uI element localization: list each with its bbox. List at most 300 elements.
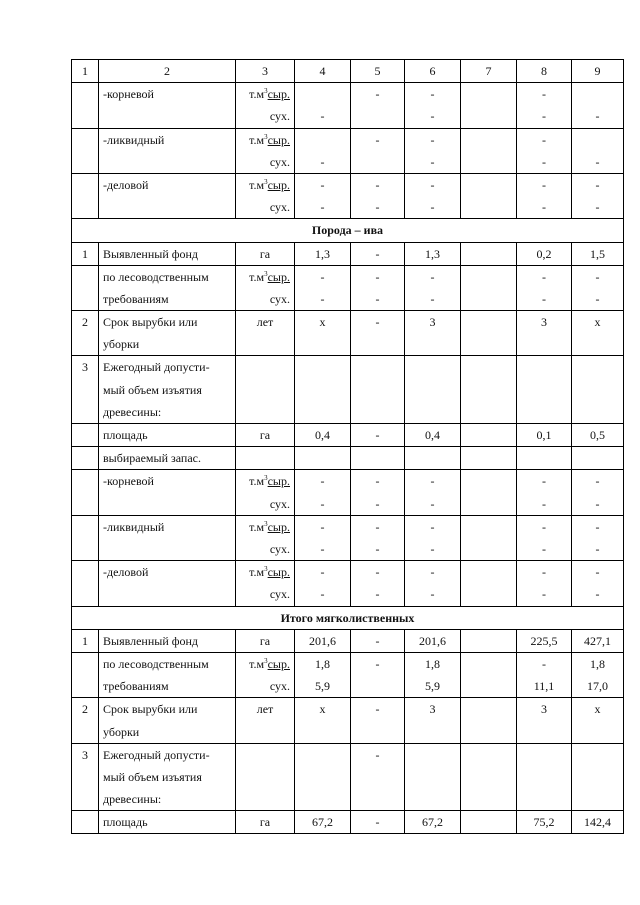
value-dry: - xyxy=(375,496,380,511)
value-raw: - xyxy=(430,132,435,147)
value-dry: - xyxy=(320,587,325,602)
value-raw: - xyxy=(595,474,600,489)
value-cell: 201,6 xyxy=(295,629,351,652)
value-cell xyxy=(295,561,351,606)
unit-cell: га xyxy=(236,811,295,834)
indicator-name-line xyxy=(103,538,231,560)
indicator-name-line: выбираемый запас. xyxy=(103,451,201,466)
value-dry: 17,0 xyxy=(587,679,608,694)
value-cell xyxy=(572,447,624,470)
value-raw xyxy=(465,266,512,288)
unit-exponent: 3 xyxy=(264,269,268,278)
table-row xyxy=(72,561,624,606)
table-row xyxy=(72,83,624,128)
value-raw: 1,8 xyxy=(590,656,605,671)
unit-main: т.м xyxy=(249,269,265,284)
value-cell xyxy=(572,743,624,811)
value-cell xyxy=(461,311,517,356)
value-dry: - xyxy=(595,587,600,602)
indicator-name-line xyxy=(103,583,231,605)
unit-cell: лет xyxy=(236,698,295,743)
value-cell xyxy=(517,128,572,173)
value-raw xyxy=(465,516,512,538)
unit-main: т.м xyxy=(249,519,265,534)
value-cell xyxy=(461,424,517,447)
value-raw: - xyxy=(542,87,546,102)
value-raw: - xyxy=(430,519,435,534)
indicator-name-line: -деловой xyxy=(103,565,149,580)
value-cell: - xyxy=(351,629,405,652)
value-cell xyxy=(405,470,461,515)
value-cell: 0,4 xyxy=(405,424,461,447)
table-row xyxy=(72,447,624,470)
unit-line-raw xyxy=(240,174,290,196)
value-cell xyxy=(405,128,461,173)
value-cell xyxy=(295,447,351,470)
volume-unit-cell xyxy=(236,83,295,128)
value-cell xyxy=(351,652,405,697)
indicator-name-cell xyxy=(99,561,236,606)
table-row xyxy=(72,629,624,652)
value-cell xyxy=(461,265,517,310)
forest-fund-table-page xyxy=(71,59,623,834)
unit-exponent: 3 xyxy=(264,565,268,574)
value-cell: 1,3 xyxy=(405,242,461,265)
col-header-8: 8 xyxy=(517,60,572,83)
unit-cell: лет xyxy=(236,311,295,356)
value-raw: - xyxy=(542,565,546,580)
value-dry: - xyxy=(375,291,380,306)
value-dry xyxy=(465,196,512,218)
value-raw: - xyxy=(430,474,435,489)
value-dry: - xyxy=(542,496,546,511)
indicator-name-line: Выявленный фонд xyxy=(103,246,199,261)
col-header-2: 2 xyxy=(99,60,236,83)
col-header-7: 7 xyxy=(461,60,517,83)
value-cell xyxy=(295,515,351,560)
indicator-name-cell xyxy=(99,698,236,743)
value-raw: - xyxy=(320,269,325,284)
row-number-cell xyxy=(72,561,99,606)
value-dry: - xyxy=(320,154,325,169)
value-cell: 67,2 xyxy=(405,811,461,834)
unit-line-raw xyxy=(240,653,290,675)
value-raw: - xyxy=(542,519,546,534)
value-cell xyxy=(572,128,624,173)
value-cell: - xyxy=(351,424,405,447)
value-raw: - xyxy=(595,565,600,580)
volume-unit-cell xyxy=(236,173,295,218)
value-cell xyxy=(461,470,517,515)
unit-raw: сыр. xyxy=(267,474,290,489)
indicator-name-cell xyxy=(99,629,236,652)
indicator-name-cell xyxy=(99,447,236,470)
value-dry: - xyxy=(595,291,600,306)
unit-exponent: 3 xyxy=(264,177,268,186)
unit-exponent: 3 xyxy=(264,519,268,528)
value-cell: - xyxy=(351,311,405,356)
value-raw: - xyxy=(375,177,380,192)
value-cell xyxy=(461,356,517,424)
indicator-name-line: Ежегодный допусти- xyxy=(103,360,210,375)
row-number-cell: 3 xyxy=(72,356,99,424)
indicator-name-line: мый объем изъятия xyxy=(103,382,202,397)
value-dry: - xyxy=(430,542,435,556)
indicator-name-line: требованиям xyxy=(103,679,169,694)
row-number-cell xyxy=(72,515,99,560)
row-number-cell xyxy=(72,83,99,128)
value-cell xyxy=(295,652,351,697)
value-dry: - xyxy=(430,154,435,169)
unit-line-dry: сух. xyxy=(269,496,290,511)
indicator-name-line: -ликвидный xyxy=(103,519,165,534)
row-number-cell: 1 xyxy=(72,629,99,652)
value-raw: - xyxy=(320,519,325,534)
unit-line-raw xyxy=(240,561,290,583)
indicator-name-line: площадь xyxy=(103,815,148,830)
value-cell: - xyxy=(351,811,405,834)
row-number-cell: 1 xyxy=(72,242,99,265)
value-cell xyxy=(572,470,624,515)
value-cell xyxy=(351,356,405,424)
value-cell xyxy=(517,515,572,560)
value-dry: - xyxy=(595,542,600,556)
value-raw: - xyxy=(542,269,546,284)
section-title: Порода – ива xyxy=(72,219,624,242)
value-raw xyxy=(576,83,619,105)
unit-line-raw xyxy=(240,129,290,151)
unit-cell: га xyxy=(236,242,295,265)
value-raw: - xyxy=(375,474,380,489)
value-cell xyxy=(295,470,351,515)
value-cell xyxy=(351,173,405,218)
table-row xyxy=(72,652,624,697)
table-row xyxy=(72,128,624,173)
value-cell: 3 xyxy=(405,311,461,356)
col-header-3: 3 xyxy=(236,60,295,83)
value-cell xyxy=(295,128,351,173)
value-dry: - xyxy=(320,291,325,306)
unit-raw: сыр. xyxy=(267,177,290,192)
value-dry: - xyxy=(430,200,435,215)
indicator-name-line: Выявленный фонд xyxy=(103,633,199,648)
indicator-name-line xyxy=(103,105,231,127)
indicator-name-cell xyxy=(99,173,236,218)
value-cell xyxy=(572,83,624,128)
unit-raw: сыр. xyxy=(267,565,290,580)
value-dry: - xyxy=(595,109,600,124)
value-dry: - xyxy=(320,496,325,511)
unit-raw: сыр. xyxy=(267,269,290,284)
unit-exponent: 3 xyxy=(264,132,268,141)
table-row xyxy=(72,515,624,560)
table-row xyxy=(72,311,624,356)
volume-unit-cell xyxy=(236,561,295,606)
value-cell xyxy=(461,515,517,560)
indicator-name-line: Ежегодный допусти- xyxy=(103,747,210,762)
value-cell xyxy=(461,447,517,470)
value-cell xyxy=(295,265,351,310)
value-raw xyxy=(576,129,619,151)
value-raw: - xyxy=(542,177,546,192)
value-raw: - xyxy=(375,87,380,102)
indicator-name-cell xyxy=(99,311,236,356)
indicator-name-cell xyxy=(99,515,236,560)
value-cell xyxy=(517,470,572,515)
volume-unit-cell xyxy=(236,128,295,173)
value-raw: - xyxy=(375,519,380,534)
row-number-cell xyxy=(72,173,99,218)
value-dry xyxy=(465,583,512,605)
unit-cell: га xyxy=(236,629,295,652)
unit-line-raw xyxy=(240,83,290,105)
value-cell xyxy=(295,173,351,218)
value-cell: х xyxy=(572,311,624,356)
value-dry: - xyxy=(320,200,325,215)
indicator-name-line: древесины: xyxy=(103,404,162,419)
value-cell: 0,1 xyxy=(517,424,572,447)
value-dry: - xyxy=(375,200,380,215)
unit-main: т.м xyxy=(249,656,265,671)
value-dry: - xyxy=(542,587,546,602)
unit-line-raw xyxy=(240,516,290,538)
value-cell: - xyxy=(351,743,405,811)
indicator-name-line: Срок вырубки или xyxy=(103,702,198,717)
value-cell xyxy=(572,652,624,697)
value-dry: 11,1 xyxy=(533,679,555,694)
value-raw xyxy=(465,83,512,105)
value-dry xyxy=(355,105,400,127)
value-cell xyxy=(405,356,461,424)
table-row xyxy=(72,698,624,743)
value-cell: 1,5 xyxy=(572,242,624,265)
indicator-name-cell xyxy=(99,743,236,811)
value-dry xyxy=(355,675,400,697)
value-raw: - xyxy=(375,656,380,671)
indicator-name-cell xyxy=(99,470,236,515)
indicator-name-line: уборки xyxy=(103,724,140,739)
indicator-name-line: мый объем изъятия xyxy=(103,769,202,784)
forest-fund-table xyxy=(71,59,624,834)
value-dry: - xyxy=(430,496,435,511)
value-cell xyxy=(295,356,351,424)
indicator-name-cell xyxy=(99,128,236,173)
value-dry xyxy=(465,538,512,560)
section-row xyxy=(72,606,624,629)
value-dry: - xyxy=(595,200,600,215)
value-raw: - xyxy=(320,474,325,489)
col-header-9: 9 xyxy=(572,60,624,83)
value-dry xyxy=(465,675,512,697)
value-cell xyxy=(517,173,572,218)
indicator-name-line xyxy=(103,196,231,218)
value-cell xyxy=(517,265,572,310)
value-raw: - xyxy=(430,269,435,284)
value-raw: - xyxy=(375,132,380,147)
value-dry xyxy=(355,151,400,173)
unit-main: т.м xyxy=(249,177,265,192)
value-raw: - xyxy=(320,177,325,192)
col-header-5: 5 xyxy=(351,60,405,83)
value-cell: 1,3 xyxy=(295,242,351,265)
value-cell xyxy=(461,698,517,743)
unit-cell xyxy=(236,743,295,811)
indicator-name-line: древесины: xyxy=(103,792,162,807)
indicator-name-line xyxy=(103,151,231,173)
indicator-name-cell xyxy=(99,811,236,834)
unit-cell: га xyxy=(236,424,295,447)
unit-raw: сыр. xyxy=(267,656,290,671)
unit-exponent: 3 xyxy=(264,87,268,96)
volume-unit-cell xyxy=(236,515,295,560)
value-cell xyxy=(461,561,517,606)
table-row xyxy=(72,173,624,218)
value-cell xyxy=(517,743,572,811)
value-dry: - xyxy=(320,109,325,124)
value-cell: 0,5 xyxy=(572,424,624,447)
value-cell xyxy=(351,83,405,128)
value-cell xyxy=(295,743,351,811)
value-cell xyxy=(461,629,517,652)
value-cell: 427,1 xyxy=(572,629,624,652)
value-cell xyxy=(405,447,461,470)
value-dry: - xyxy=(542,109,546,124)
value-raw xyxy=(465,174,512,196)
value-raw: - xyxy=(320,565,325,580)
indicator-name-cell xyxy=(99,83,236,128)
table-row xyxy=(72,356,624,424)
row-number-cell xyxy=(72,652,99,697)
value-cell: х xyxy=(295,698,351,743)
value-cell xyxy=(517,83,572,128)
indicator-name-cell xyxy=(99,242,236,265)
value-raw: - xyxy=(430,87,435,102)
value-dry: - xyxy=(595,154,600,169)
table-row xyxy=(72,242,624,265)
table-row xyxy=(72,743,624,811)
unit-line-raw xyxy=(240,470,290,492)
value-cell xyxy=(295,83,351,128)
unit-line-dry: сух. xyxy=(269,587,290,602)
unit-exponent: 3 xyxy=(264,474,268,483)
value-cell xyxy=(351,128,405,173)
value-dry: - xyxy=(542,200,546,215)
indicator-name-line: -ликвидный xyxy=(103,132,165,147)
value-cell: х xyxy=(295,311,351,356)
value-raw xyxy=(465,561,512,583)
value-cell: 201,6 xyxy=(405,629,461,652)
value-cell xyxy=(351,561,405,606)
value-dry xyxy=(465,288,512,310)
value-raw: - xyxy=(595,519,600,534)
value-dry: - xyxy=(375,587,380,602)
value-cell xyxy=(405,173,461,218)
unit-cell xyxy=(236,447,295,470)
indicator-name-line: -корневой xyxy=(103,87,154,102)
value-dry: - xyxy=(320,542,325,556)
unit-line-dry: сух. xyxy=(269,200,290,215)
value-raw: - xyxy=(430,177,435,192)
value-dry: - xyxy=(595,496,600,511)
unit-exponent: 3 xyxy=(264,656,268,665)
value-cell xyxy=(351,447,405,470)
value-dry xyxy=(465,493,512,515)
unit-main: т.м xyxy=(249,474,265,489)
indicator-name-cell xyxy=(99,424,236,447)
indicator-name-line xyxy=(103,493,231,515)
value-cell xyxy=(517,561,572,606)
value-raw: - xyxy=(542,656,546,671)
value-cell xyxy=(461,242,517,265)
volume-unit-cell xyxy=(236,265,295,310)
value-raw xyxy=(299,83,346,105)
unit-line-dry: сух. xyxy=(269,291,290,306)
unit-main: т.м xyxy=(249,87,265,102)
value-raw: - xyxy=(595,269,600,284)
unit-raw: сыр. xyxy=(267,132,290,147)
indicator-name-cell xyxy=(99,265,236,310)
indicator-name-line: уборки xyxy=(103,337,140,352)
value-cell: 225,5 xyxy=(517,629,572,652)
table-row xyxy=(72,811,624,834)
value-raw xyxy=(465,129,512,151)
row-number-cell: 2 xyxy=(72,698,99,743)
value-dry: 5,9 xyxy=(425,679,440,694)
unit-line-dry: сух. xyxy=(269,542,290,556)
row-number-cell: 3 xyxy=(72,743,99,811)
indicator-name-line: площадь xyxy=(103,428,148,443)
section-title: Итого мягколиственных xyxy=(72,606,624,629)
value-cell: - xyxy=(351,242,405,265)
value-raw: - xyxy=(375,269,380,284)
value-raw xyxy=(465,470,512,492)
value-cell: х xyxy=(572,698,624,743)
value-dry xyxy=(465,105,512,127)
value-cell xyxy=(405,515,461,560)
section-row xyxy=(72,219,624,242)
row-number-cell xyxy=(72,128,99,173)
value-cell xyxy=(517,652,572,697)
value-cell: 67,2 xyxy=(295,811,351,834)
indicator-name-line: -корневой xyxy=(103,474,154,489)
value-cell xyxy=(405,265,461,310)
value-cell xyxy=(572,173,624,218)
value-cell: 142,4 xyxy=(572,811,624,834)
value-cell xyxy=(572,515,624,560)
value-cell: 0,4 xyxy=(295,424,351,447)
unit-cell xyxy=(236,356,295,424)
value-raw: - xyxy=(542,132,546,147)
volume-unit-cell xyxy=(236,652,295,697)
indicator-name-line: по лесоводственным xyxy=(103,656,209,671)
value-raw: - xyxy=(595,177,600,192)
table-row xyxy=(72,424,624,447)
unit-main: т.м xyxy=(249,565,265,580)
value-raw: 1,8 xyxy=(425,656,440,671)
value-cell xyxy=(351,515,405,560)
indicator-name-cell xyxy=(99,652,236,697)
value-cell xyxy=(461,173,517,218)
indicator-name-cell xyxy=(99,356,236,424)
col-header-1: 1 xyxy=(72,60,99,83)
value-cell xyxy=(461,83,517,128)
indicator-name-line: -деловой xyxy=(103,177,149,192)
value-dry: - xyxy=(375,542,380,556)
row-number-cell xyxy=(72,447,99,470)
value-cell: 75,2 xyxy=(517,811,572,834)
value-cell xyxy=(572,561,624,606)
row-number-cell: 2 xyxy=(72,311,99,356)
